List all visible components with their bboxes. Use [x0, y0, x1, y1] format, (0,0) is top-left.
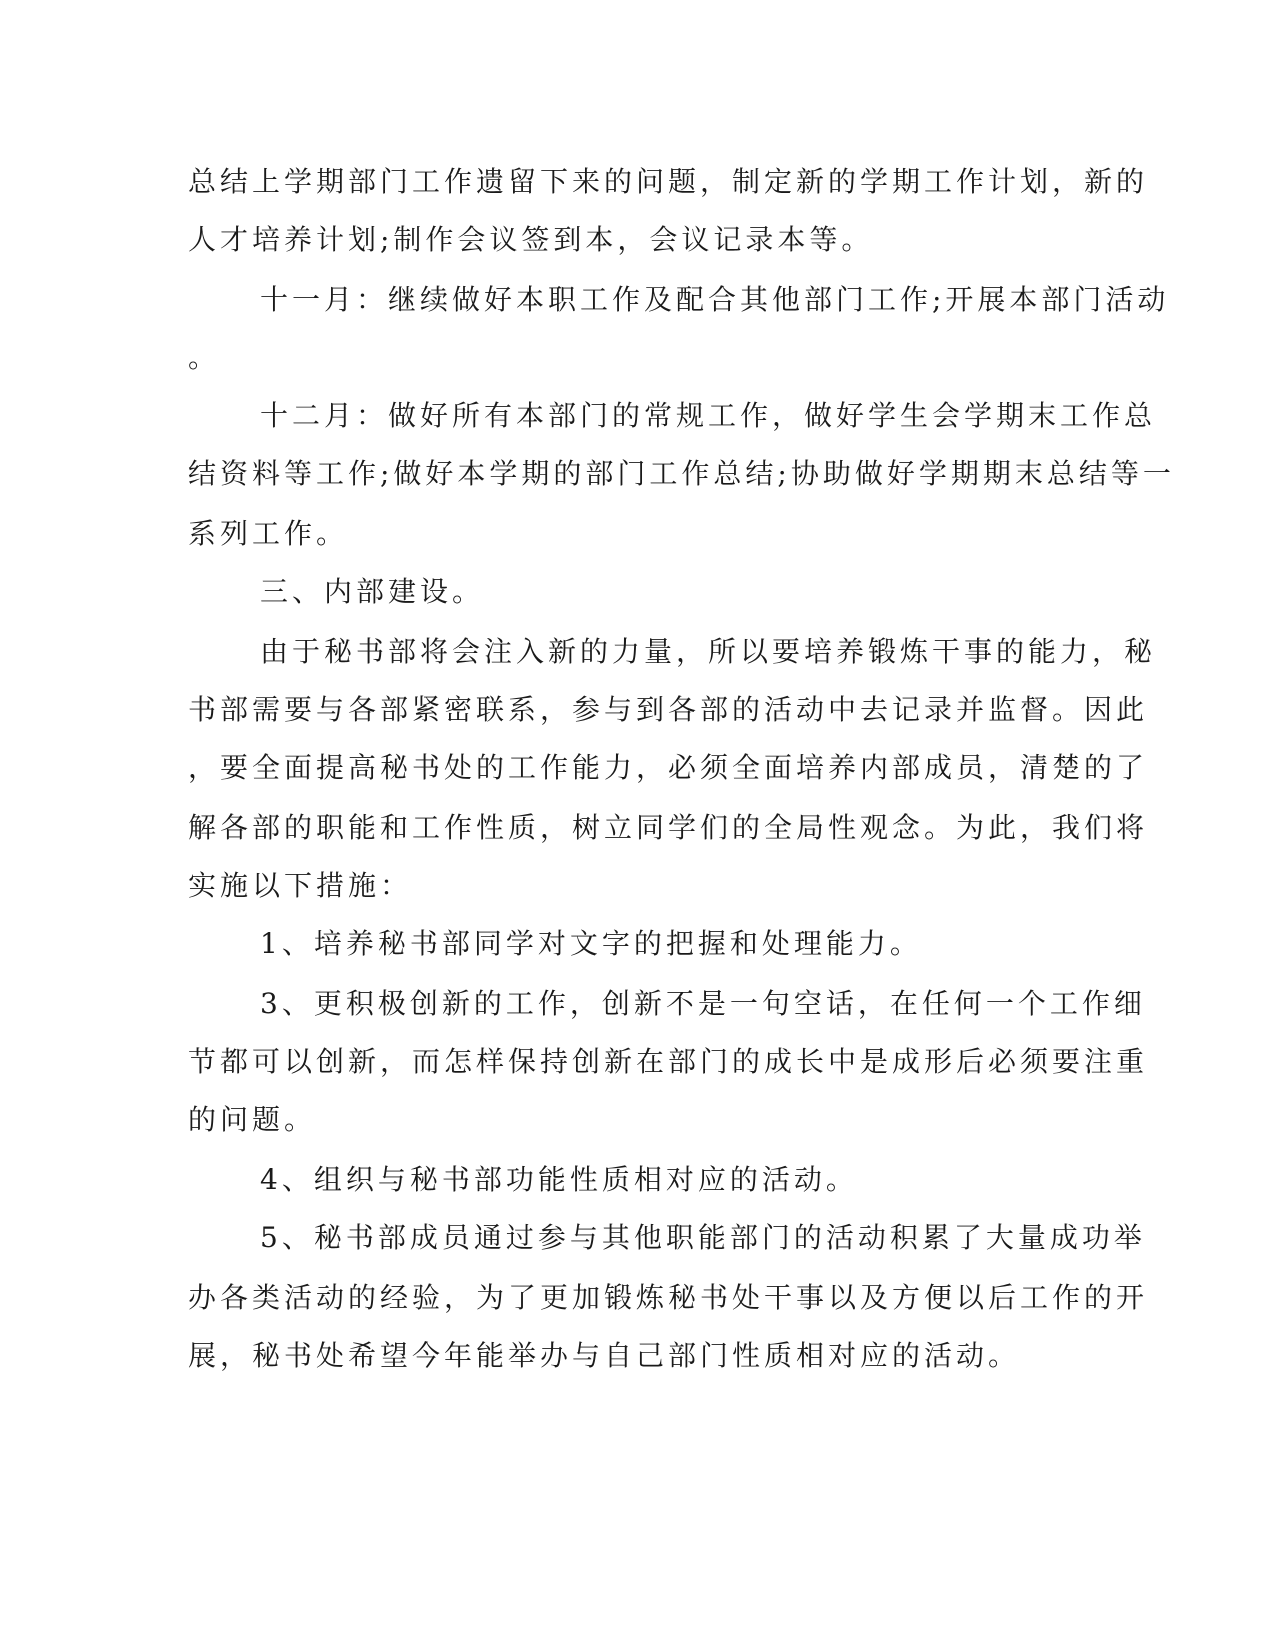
list-item: 4、组织与秘书部功能性质相对应的活动。: [260, 1163, 858, 1196]
text-line: 十二月：做好所有本部门的常规工作，做好学生会学期末工作总: [260, 399, 1157, 432]
text-line: 。: [188, 341, 221, 374]
list-item: 5、秘书部成员通过参与其他职能部门的活动积累了大量成功举: [260, 1221, 1146, 1254]
text-line: ，要全面提高秘书处的工作能力，必须全面培养内部成员，清楚的了: [188, 751, 1149, 784]
list-item: 3、更积极创新的工作，创新不是一句空话，在任何一个工作细: [260, 987, 1146, 1020]
text-line: 办各类活动的经验，为了更加锻炼秘书处干事以及方便以后工作的开: [188, 1281, 1149, 1314]
text-line: 书部需要与各部紧密联系，参与到各部的活动中去记录并监督。因此: [188, 693, 1149, 726]
text-line: 结资料等工作;做好本学期的部门工作总结;协助做好学期期末总结等一: [188, 457, 1175, 490]
text-line: 节都可以创新，而怎样保持创新在部门的成长中是成形后必须要注重: [188, 1045, 1149, 1078]
text-line: 由于秘书部将会注入新的力量，所以要培养锻炼干事的能力，秘: [260, 635, 1157, 668]
text-line: 的问题。: [188, 1103, 317, 1136]
list-item: 1、培养秘书部同学对文字的把握和处理能力。: [260, 927, 922, 960]
section-heading: 三、内部建设。: [260, 575, 485, 608]
text-line: 总结上学期部门工作遗留下来的问题，制定新的学期工作计划，新的: [188, 165, 1149, 198]
text-line: 十一月：继续做好本职工作及配合其他部门工作;开展本部门活动: [260, 283, 1170, 316]
text-line: 实施以下措施：: [188, 869, 413, 902]
text-line: 系列工作。: [188, 517, 349, 550]
text-line: 人才培养计划;制作会议签到本，会议记录本等。: [188, 223, 874, 256]
text-line: 展，秘书处希望今年能举办与自己部门性质相对应的活动。: [188, 1339, 1021, 1372]
text-line: 解各部的职能和工作性质，树立同学们的全局性观念。为此，我们将: [188, 811, 1149, 844]
